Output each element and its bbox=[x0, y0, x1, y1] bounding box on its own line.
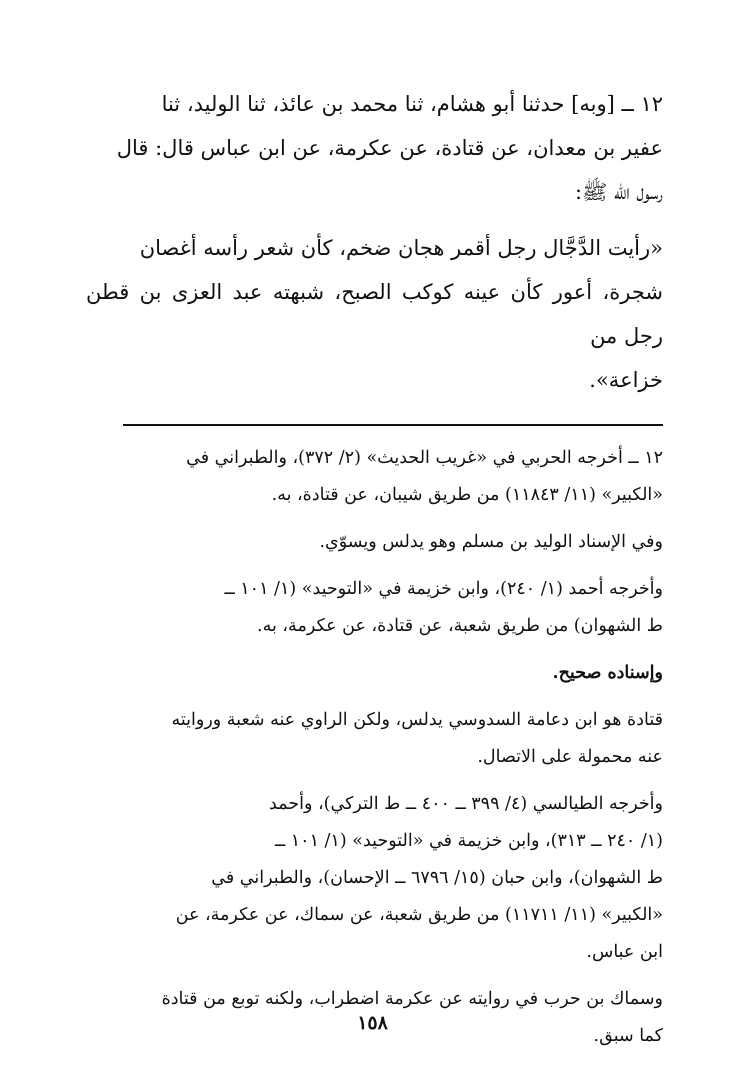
page-number: ١٥٨ bbox=[357, 1012, 388, 1034]
hadith-text bbox=[86, 82, 663, 402]
text-line: عنه محمولة على الاتصال. bbox=[477, 747, 663, 767]
page-content bbox=[86, 82, 663, 1065]
text-line: «الكبير» (١١/ ١١٨٤٣) من طريق شيبان، عن قتادة، به. bbox=[271, 485, 663, 505]
text-line: وفي الإسناد الوليد بن مسلم وهو يدلس ويسوّي. bbox=[319, 532, 663, 552]
footnote-qatada bbox=[86, 702, 663, 776]
text-line: ابن عباس. bbox=[586, 942, 663, 962]
text-line: قتادة هو ابن دعامة السدوسي يدلس، ولكن الراوي عنه شعبة وروايته bbox=[171, 710, 663, 730]
text-line: ١٢ ــ [وبه] حدثنا أبو هشام، ثنا محمد بن عائذ، ثنا الوليد، ثنا bbox=[161, 92, 663, 116]
text-line: «الكبير» (١١/ ١١٧١١) من طريق شعبة، عن سماك، عن عكرمة، عن bbox=[175, 905, 663, 925]
text-line: خزاعة». bbox=[589, 368, 663, 392]
footnotes bbox=[86, 440, 663, 1055]
footnote-isnad-note bbox=[86, 524, 663, 561]
text-line: وأخرجه أحمد (١/ ٢٤٠)، وابن خزيمة في «التوحيد» (١/ ١٠١ ــ bbox=[224, 579, 663, 599]
hadith-isnad bbox=[86, 82, 663, 214]
text-line: وأخرجه الطيالسي (٤/ ٣٩٩ ــ ٤٠٠ ــ ط التركي)، وأحمد bbox=[269, 794, 663, 814]
text-line: شجرة، أعور كأن عينه كوكب الصبح، شبهته عبد العزى بن قطن رجل من bbox=[86, 280, 663, 348]
text-line: (١/ ٢٤٠ ــ ٣١٣)، وابن خزيمة في «التوحيد» (١/ ١٠١ ــ bbox=[274, 831, 663, 851]
text-line: رسول الله ﷺ: bbox=[574, 180, 663, 204]
footnote-grading bbox=[86, 655, 663, 692]
footnote-divider bbox=[123, 424, 663, 426]
text-line: وإسناده صحيح. bbox=[552, 663, 663, 683]
text-line: ط الشهوان)، وابن حبان (١٥/ ٦٧٩٦ ــ الإحسان)، والطبراني في bbox=[211, 868, 663, 888]
text-line: ط الشهوان) من طريق شعبة، عن قتادة، عن عكرمة، به. bbox=[257, 616, 663, 636]
text-line: وسماك بن حرب في روايته عن عكرمة اضطراب، ولكنه توبع من قتادة bbox=[161, 989, 663, 1009]
text-line: عفير بن معدان، عن قتادة، عن عكرمة، عن ابن عباس قال: قال bbox=[116, 136, 663, 160]
footnote-tayalisi bbox=[86, 786, 663, 971]
text-line: كما سبق. bbox=[593, 1026, 663, 1046]
text-line: «رأيت الدَّجَّال رجل أقمر هجان ضخم، كأن شعر رأسه أغصان bbox=[139, 236, 663, 260]
hadith-matn bbox=[86, 226, 663, 402]
text-line: ١٢ ــ أخرجه الحربي في «غريب الحديث» (٢/ ٣٧٢)، والطبراني في bbox=[186, 448, 663, 468]
footnote-ahmad bbox=[86, 571, 663, 645]
footnote-takhrij bbox=[86, 440, 663, 514]
